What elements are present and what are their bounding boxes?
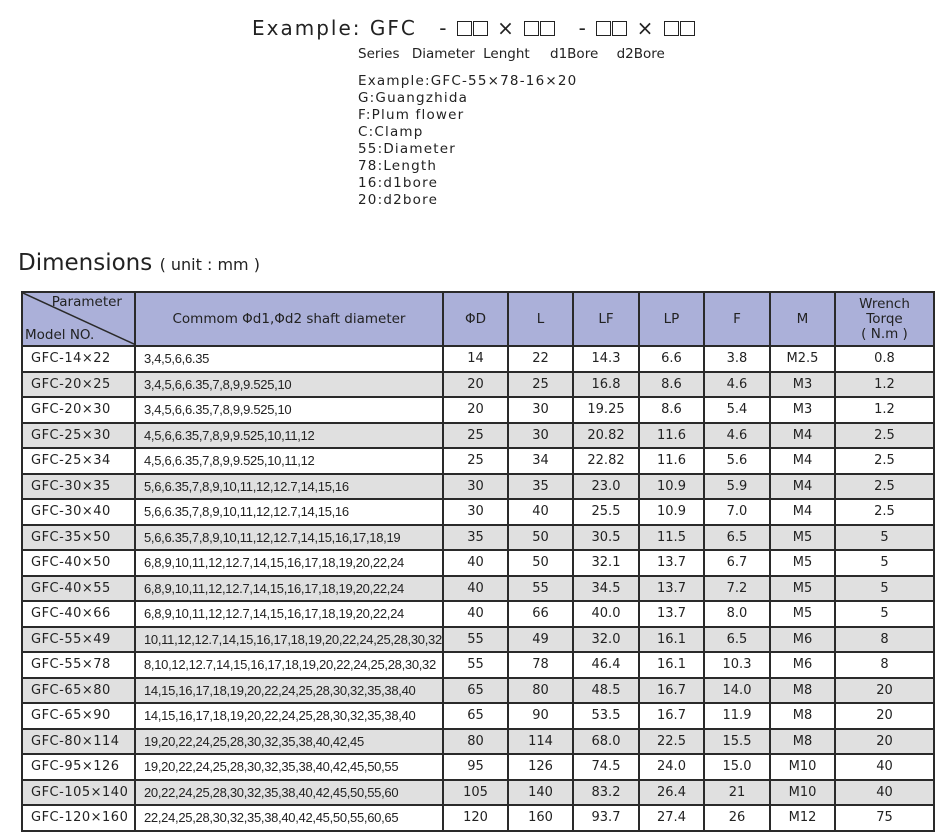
cell-lp: 13.7 bbox=[639, 576, 704, 602]
cell-lf: 30.5 bbox=[573, 525, 639, 551]
placeholder-box bbox=[457, 21, 472, 36]
cell-model: GFC-14×22 bbox=[22, 346, 135, 372]
cell-lf: 34.5 bbox=[573, 576, 639, 602]
header-lp: LP bbox=[639, 292, 704, 346]
cell-lf: 46.4 bbox=[573, 652, 639, 678]
cell-d: 30 bbox=[443, 474, 508, 500]
cell-l: 49 bbox=[508, 627, 573, 653]
cell-d: 120 bbox=[443, 805, 508, 831]
cell-f: 4.6 bbox=[704, 423, 770, 449]
cell-lp: 27.4 bbox=[639, 805, 704, 831]
table-row bbox=[22, 780, 934, 806]
cell-lp: 8.6 bbox=[639, 372, 704, 398]
cell-torque: 2.5 bbox=[835, 423, 934, 449]
cell-d: 65 bbox=[443, 703, 508, 729]
dimensions-table bbox=[21, 291, 935, 832]
header-torque bbox=[835, 292, 934, 346]
cell-d: 55 bbox=[443, 627, 508, 653]
cell-lp: 24.0 bbox=[639, 754, 704, 780]
torque-line: Wrench bbox=[859, 295, 910, 312]
cell-lp: 16.1 bbox=[639, 652, 704, 678]
series-code: GFC bbox=[369, 16, 417, 40]
example-line: 55:Diameter bbox=[358, 141, 456, 157]
cell-f: 11.9 bbox=[704, 703, 770, 729]
table-row bbox=[22, 550, 934, 576]
cell-torque: 75 bbox=[835, 805, 934, 831]
cell-m: M3 bbox=[770, 397, 835, 423]
cell-m: M4 bbox=[770, 499, 835, 525]
cell-d: 105 bbox=[443, 780, 508, 806]
cell-torque: 5 bbox=[835, 601, 934, 627]
label-d2bore: d2Bore bbox=[616, 46, 665, 62]
cell-m: M5 bbox=[770, 525, 835, 551]
cell-torque: 20 bbox=[835, 703, 934, 729]
cell-m: M4 bbox=[770, 474, 835, 500]
placeholder-box bbox=[612, 21, 627, 36]
table-row bbox=[22, 601, 934, 627]
cell-model: GFC-105×140 bbox=[22, 780, 135, 806]
cell-shaft: 5,6,6.35,7,8,9,10,11,12,12.7,14,15,16 bbox=[135, 474, 443, 500]
cell-m: M8 bbox=[770, 703, 835, 729]
unit-label: ( unit : mm ) bbox=[159, 255, 260, 274]
cell-lp: 22.5 bbox=[639, 729, 704, 755]
example-line: 78:Length bbox=[358, 158, 438, 174]
cell-shaft: 4,5,6,6.35,7,8,9,9.525,10,11,12 bbox=[135, 448, 443, 474]
cell-shaft: 20,22,24,25,28,30,32,35,38,40,42,45,50,55,60 bbox=[135, 780, 443, 806]
label-d1bore: d1Bore bbox=[550, 46, 599, 62]
cell-d: 20 bbox=[443, 372, 508, 398]
cell-l: 160 bbox=[508, 805, 573, 831]
cell-lp: 16.1 bbox=[639, 627, 704, 653]
cell-l: 90 bbox=[508, 703, 573, 729]
torque-line: Torqe bbox=[866, 310, 903, 327]
cell-f: 10.3 bbox=[704, 652, 770, 678]
cell-l: 78 bbox=[508, 652, 573, 678]
cell-l: 114 bbox=[508, 729, 573, 755]
cell-torque: 1.2 bbox=[835, 372, 934, 398]
cell-d: 25 bbox=[443, 448, 508, 474]
cell-lf: 23.0 bbox=[573, 474, 639, 500]
cell-torque: 2.5 bbox=[835, 499, 934, 525]
cell-shaft: 10,11,12,12.7,14,15,16,17,18,19,20,22,24,25,28,30,32 bbox=[135, 627, 443, 653]
table-row bbox=[22, 703, 934, 729]
cell-f: 15.0 bbox=[704, 754, 770, 780]
cell-lp: 11.5 bbox=[639, 525, 704, 551]
cell-d: 65 bbox=[443, 678, 508, 704]
cell-m: M6 bbox=[770, 627, 835, 653]
cell-lp: 10.9 bbox=[639, 474, 704, 500]
cell-model: GFC-20×30 bbox=[22, 397, 135, 423]
cell-lf: 83.2 bbox=[573, 780, 639, 806]
cell-l: 35 bbox=[508, 474, 573, 500]
header-parameter: Parameter bbox=[51, 294, 122, 310]
header-l: L bbox=[508, 292, 573, 346]
cell-f: 6.5 bbox=[704, 627, 770, 653]
example-line: 20:d2bore bbox=[358, 192, 439, 208]
cell-torque: 2.5 bbox=[835, 474, 934, 500]
cell-lf: 19.25 bbox=[573, 397, 639, 423]
cell-lf: 22.82 bbox=[573, 448, 639, 474]
cell-lf: 32.0 bbox=[573, 627, 639, 653]
cell-d: 25 bbox=[443, 423, 508, 449]
header-f: F bbox=[704, 292, 770, 346]
cell-m: M2.5 bbox=[770, 346, 835, 372]
cell-m: M5 bbox=[770, 550, 835, 576]
cell-d: 40 bbox=[443, 550, 508, 576]
cell-shaft: 5,6,6.35,7,8,9,10,11,12,12.7,14,15,16 bbox=[135, 499, 443, 525]
header-m: M bbox=[770, 292, 835, 346]
cell-d: 35 bbox=[443, 525, 508, 551]
cell-model: GFC-40×55 bbox=[22, 576, 135, 602]
cell-m: M6 bbox=[770, 652, 835, 678]
cell-torque: 5 bbox=[835, 525, 934, 551]
cell-shaft: 3,4,5,6,6.35,7,8,9,9.525,10 bbox=[135, 397, 443, 423]
cell-lp: 26.4 bbox=[639, 780, 704, 806]
cell-l: 40 bbox=[508, 499, 573, 525]
cell-model: GFC-80×114 bbox=[22, 729, 135, 755]
cell-f: 5.6 bbox=[704, 448, 770, 474]
cell-torque: 40 bbox=[835, 754, 934, 780]
table-row bbox=[22, 423, 934, 449]
cell-lp: 13.7 bbox=[639, 550, 704, 576]
cell-model: GFC-35×50 bbox=[22, 525, 135, 551]
code-segment-labels bbox=[358, 46, 673, 62]
cell-f: 5.9 bbox=[704, 474, 770, 500]
cell-f: 26 bbox=[704, 805, 770, 831]
cell-torque: 8 bbox=[835, 627, 934, 653]
cell-l: 55 bbox=[508, 576, 573, 602]
header-lf: LF bbox=[573, 292, 639, 346]
cell-shaft: 22,24,25,28,30,32,35,38,40,42,45,50,55,60,65 bbox=[135, 805, 443, 831]
cell-model: GFC-25×30 bbox=[22, 423, 135, 449]
cell-d: 95 bbox=[443, 754, 508, 780]
table-row bbox=[22, 729, 934, 755]
cell-shaft: 3,4,5,6,6.35 bbox=[135, 346, 443, 372]
cell-lp: 11.6 bbox=[639, 423, 704, 449]
cell-shaft: 14,15,16,17,18,19,20,22,24,25,28,30,32,35,38,40 bbox=[135, 703, 443, 729]
placeholder-box bbox=[540, 21, 555, 36]
cell-f: 14.0 bbox=[704, 678, 770, 704]
cell-l: 80 bbox=[508, 678, 573, 704]
cell-d: 14 bbox=[443, 346, 508, 372]
cell-f: 3.8 bbox=[704, 346, 770, 372]
cell-torque: 2.5 bbox=[835, 448, 934, 474]
cell-model: GFC-40×66 bbox=[22, 601, 135, 627]
table-row bbox=[22, 754, 934, 780]
cell-lf: 40.0 bbox=[573, 601, 639, 627]
cell-torque: 8 bbox=[835, 652, 934, 678]
cell-f: 4.6 bbox=[704, 372, 770, 398]
torque-line: ( N.m ) bbox=[861, 325, 908, 342]
placeholder-box bbox=[473, 21, 488, 36]
cell-model: GFC-30×40 bbox=[22, 499, 135, 525]
table-row bbox=[22, 652, 934, 678]
table-row bbox=[22, 678, 934, 704]
cell-shaft: 6,8,9,10,11,12,12.7,14,15,16,17,18,19,20,22,24 bbox=[135, 576, 443, 602]
cell-m: M8 bbox=[770, 729, 835, 755]
cell-shaft: 4,5,6,6.35,7,8,9,9.525,10,11,12 bbox=[135, 423, 443, 449]
cell-model: GFC-65×90 bbox=[22, 703, 135, 729]
cell-model: GFC-55×78 bbox=[22, 652, 135, 678]
cell-l: 30 bbox=[508, 423, 573, 449]
table-row bbox=[22, 448, 934, 474]
cell-shaft: 8,10,12,12.7,14,15,16,17,18,19,20,22,24,25,28,30,32 bbox=[135, 652, 443, 678]
cell-model: GFC-40×50 bbox=[22, 550, 135, 576]
cell-model: GFC-65×80 bbox=[22, 678, 135, 704]
cell-l: 50 bbox=[508, 525, 573, 551]
table-row bbox=[22, 397, 934, 423]
cell-l: 25 bbox=[508, 372, 573, 398]
dash: - bbox=[439, 16, 449, 40]
table-row bbox=[22, 576, 934, 602]
cell-m: M10 bbox=[770, 754, 835, 780]
dash: - bbox=[578, 16, 588, 40]
table-body bbox=[22, 346, 934, 831]
header-model: Model NO. bbox=[25, 327, 95, 343]
cell-l: 50 bbox=[508, 550, 573, 576]
cell-l: 126 bbox=[508, 754, 573, 780]
cell-torque: 20 bbox=[835, 729, 934, 755]
table-row bbox=[22, 499, 934, 525]
example-line: G:Guangzhida bbox=[358, 90, 469, 106]
cell-m: M5 bbox=[770, 601, 835, 627]
cell-m: M3 bbox=[770, 372, 835, 398]
placeholder-box bbox=[596, 21, 611, 36]
label-diameter: Diameter bbox=[411, 46, 475, 62]
cell-d: 40 bbox=[443, 576, 508, 602]
placeholder-box bbox=[664, 21, 679, 36]
header-shaft: Commom Φd1,Φd2 shaft diameter bbox=[135, 292, 443, 346]
cell-shaft: 3,4,5,6,6.35,7,8,9,9.525,10 bbox=[135, 372, 443, 398]
cell-m: M4 bbox=[770, 423, 835, 449]
cell-d: 20 bbox=[443, 397, 508, 423]
cell-d: 80 bbox=[443, 729, 508, 755]
table-row bbox=[22, 474, 934, 500]
example-prefix: Example: bbox=[252, 16, 362, 40]
cell-lf: 68.0 bbox=[573, 729, 639, 755]
table-row bbox=[22, 525, 934, 551]
cell-shaft: 14,15,16,17,18,19,20,22,24,25,28,30,32,35,38,40 bbox=[135, 678, 443, 704]
cell-lf: 48.5 bbox=[573, 678, 639, 704]
cell-f: 6.7 bbox=[704, 550, 770, 576]
cell-torque: 20 bbox=[835, 678, 934, 704]
placeholder-box bbox=[524, 21, 539, 36]
table-row bbox=[22, 627, 934, 653]
times-sign: × bbox=[636, 16, 656, 40]
cell-torque: 40 bbox=[835, 780, 934, 806]
cell-m: M5 bbox=[770, 576, 835, 602]
cell-lf: 32.1 bbox=[573, 550, 639, 576]
cell-m: M8 bbox=[770, 678, 835, 704]
example-explanation bbox=[358, 73, 577, 209]
cell-shaft: 19,20,22,24,25,28,30,32,35,38,40,42,45,50,55 bbox=[135, 754, 443, 780]
cell-lp: 8.6 bbox=[639, 397, 704, 423]
cell-lp: 13.7 bbox=[639, 601, 704, 627]
cell-l: 22 bbox=[508, 346, 573, 372]
cell-torque: 5 bbox=[835, 576, 934, 602]
table-header-row bbox=[22, 292, 934, 346]
cell-f: 15.5 bbox=[704, 729, 770, 755]
cell-f: 7.2 bbox=[704, 576, 770, 602]
table-row bbox=[22, 372, 934, 398]
cell-l: 34 bbox=[508, 448, 573, 474]
cell-f: 5.4 bbox=[704, 397, 770, 423]
cell-lf: 16.8 bbox=[573, 372, 639, 398]
cell-shaft: 19,20,22,24,25,28,30,32,35,38,40,42,45 bbox=[135, 729, 443, 755]
dimensions-heading bbox=[18, 250, 260, 276]
example-line: 16:d1bore bbox=[358, 175, 439, 191]
cell-lp: 10.9 bbox=[639, 499, 704, 525]
cell-shaft: 6,8,9,10,11,12,12.7,14,15,16,17,18,19,20,22,24 bbox=[135, 601, 443, 627]
cell-f: 6.5 bbox=[704, 525, 770, 551]
cell-lf: 14.3 bbox=[573, 346, 639, 372]
table-row bbox=[22, 805, 934, 831]
cell-shaft: 6,8,9,10,11,12,12.7,14,15,16,17,18,19,20,22,24 bbox=[135, 550, 443, 576]
table-row bbox=[22, 346, 934, 372]
label-length: Lenght bbox=[483, 46, 530, 62]
cell-torque: 5 bbox=[835, 550, 934, 576]
cell-d: 40 bbox=[443, 601, 508, 627]
cell-lf: 25.5 bbox=[573, 499, 639, 525]
cell-d: 55 bbox=[443, 652, 508, 678]
placeholder-box bbox=[680, 21, 695, 36]
cell-torque: 1.2 bbox=[835, 397, 934, 423]
header-d: ΦD bbox=[443, 292, 508, 346]
cell-l: 140 bbox=[508, 780, 573, 806]
cell-d: 30 bbox=[443, 499, 508, 525]
cell-l: 66 bbox=[508, 601, 573, 627]
cell-model: GFC-20×25 bbox=[22, 372, 135, 398]
cell-f: 8.0 bbox=[704, 601, 770, 627]
cell-lp: 11.6 bbox=[639, 448, 704, 474]
cell-lf: 53.5 bbox=[573, 703, 639, 729]
cell-lp: 6.6 bbox=[639, 346, 704, 372]
cell-f: 7.0 bbox=[704, 499, 770, 525]
times-sign: × bbox=[497, 16, 516, 40]
dimensions-title: Dimensions bbox=[18, 250, 153, 276]
cell-m: M4 bbox=[770, 448, 835, 474]
cell-model: GFC-55×49 bbox=[22, 627, 135, 653]
cell-model: GFC-95×126 bbox=[22, 754, 135, 780]
cell-lp: 16.7 bbox=[639, 678, 704, 704]
cell-m: M12 bbox=[770, 805, 835, 831]
cell-model: GFC-120×160 bbox=[22, 805, 135, 831]
header-parameter-model bbox=[22, 292, 135, 346]
example-line: F:Plum flower bbox=[358, 107, 465, 123]
example-line: Example:GFC-55×78-16×20 bbox=[358, 73, 578, 89]
cell-f: 21 bbox=[704, 780, 770, 806]
cell-model: GFC-30×35 bbox=[22, 474, 135, 500]
cell-lp: 16.7 bbox=[639, 703, 704, 729]
cell-lf: 74.5 bbox=[573, 754, 639, 780]
label-series: Series bbox=[358, 46, 400, 62]
cell-m: M10 bbox=[770, 780, 835, 806]
cell-lf: 20.82 bbox=[573, 423, 639, 449]
example-line: C:Clamp bbox=[358, 124, 424, 140]
cell-torque: 0.8 bbox=[835, 346, 934, 372]
cell-model: GFC-25×34 bbox=[22, 448, 135, 474]
cell-shaft: 5,6,6.35,7,8,9,10,11,12,12.7,14,15,16,17,18,19 bbox=[135, 525, 443, 551]
cell-lf: 93.7 bbox=[573, 805, 639, 831]
example-code-format bbox=[252, 16, 696, 40]
cell-l: 30 bbox=[508, 397, 573, 423]
